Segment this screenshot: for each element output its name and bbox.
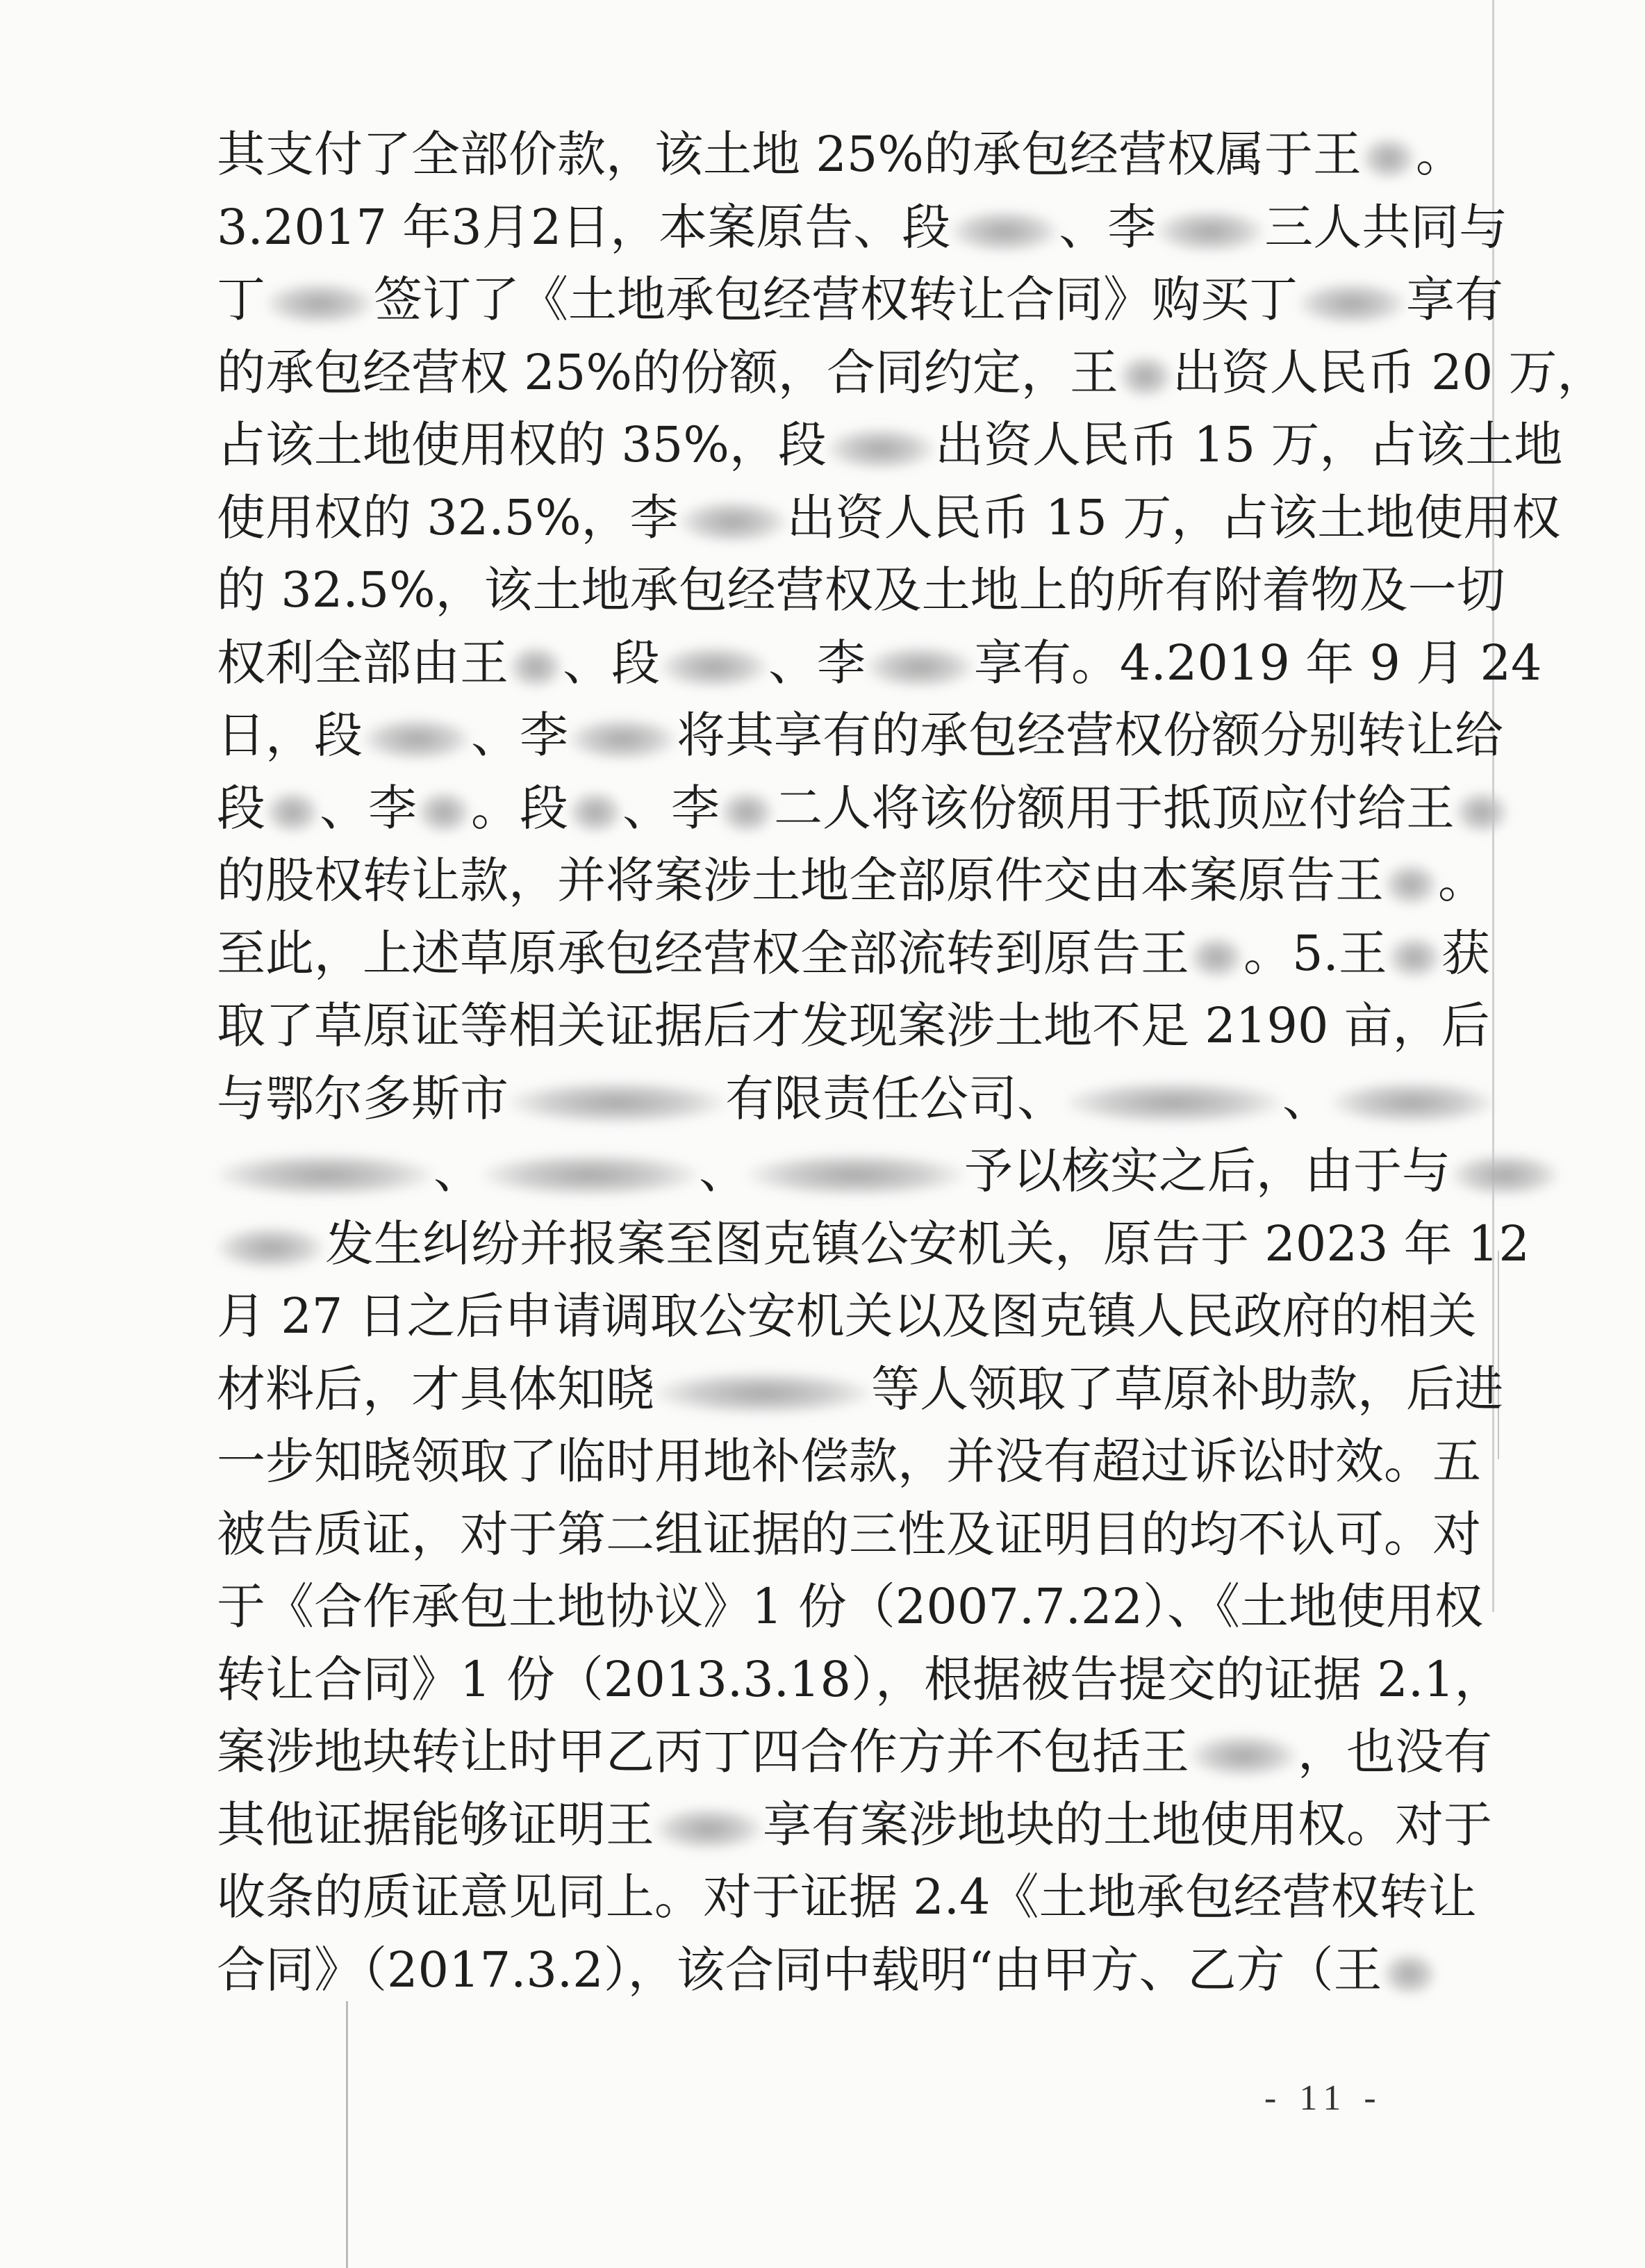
redacted-name <box>1189 1734 1298 1777</box>
redacted-name <box>1298 282 1406 325</box>
text-segment: 二人将该份额用于抵顶应付给王 <box>774 779 1455 837</box>
text-segment: 等人领取了草原补助款，后进 <box>871 1360 1503 1418</box>
text-line <box>217 336 1606 409</box>
text-segment: 段 <box>217 779 265 837</box>
text-line <box>217 554 1505 627</box>
text-segment: 取了草原证等相关证据后才发现案涉土地不足 2190 亩，后 <box>217 997 1490 1054</box>
text-line <box>217 917 1490 990</box>
text-segment: 、 <box>433 1142 482 1199</box>
text-segment: 转让合同》1 份（2013.3.18），根据被告提交的证据 2.1， <box>217 1650 1503 1708</box>
text-segment: 出资人民币 20 万， <box>1172 343 1606 401</box>
redacted-name <box>1066 1081 1282 1124</box>
text-line <box>217 1570 1484 1643</box>
text-segment: 日，段 <box>217 707 363 764</box>
redacted-name <box>654 1807 763 1850</box>
text-segment: 占该土地使用权的 35%，段 <box>217 416 827 473</box>
text-line <box>217 1934 1382 2007</box>
text-line <box>217 482 1561 554</box>
text-line <box>217 1208 1530 1281</box>
text-segment: 出资人民币 15 万，占该土地使用权 <box>786 488 1561 546</box>
text-segment: 三人共同与 <box>1264 198 1508 256</box>
text-line <box>217 1498 1481 1571</box>
text-line <box>217 263 1503 336</box>
text-segment: 被告质证，对于第二组证据的三性及证明目的均不认可。对 <box>217 1505 1481 1563</box>
text-segment: 、 <box>699 1142 747 1199</box>
text-segment: 享有 <box>1406 271 1503 328</box>
redacted-name <box>1331 1081 1494 1124</box>
text-segment: 月 27 日之后申请调取公安机关以及图克镇人民政府的相关 <box>217 1288 1477 1345</box>
text-segment: 至此，上述草原承包经营权全部流转到原告王 <box>217 924 1189 982</box>
text-segment: 其支付了全部价款，该土地 25%的承包经营权属于王 <box>217 126 1362 183</box>
text-line <box>217 989 1490 1062</box>
text-segment: 、李 <box>320 779 417 837</box>
redacted-name <box>417 791 471 834</box>
text-line <box>217 1280 1477 1353</box>
redacted-name <box>1118 355 1173 398</box>
redacted-name <box>1387 936 1441 979</box>
redacted-name <box>660 646 768 689</box>
body-text <box>217 118 1606 2006</box>
text-line <box>217 1716 1492 1789</box>
text-line <box>217 1861 1477 1934</box>
text-line <box>217 1643 1503 1716</box>
redacted-name <box>720 791 774 834</box>
text-line <box>217 409 1563 482</box>
scan-edge-mark <box>346 2001 348 2268</box>
redacted-name <box>679 500 787 543</box>
scan-edge-mark <box>1498 1251 1499 1459</box>
text-segment: 。 <box>1415 126 1464 183</box>
redacted-name <box>1384 863 1438 906</box>
redacted-name <box>827 427 935 470</box>
text-segment: 、李 <box>471 707 568 764</box>
text-segment: 出资人民币 15 万，占该土地 <box>934 416 1563 473</box>
text-segment: 予以核实之后，由于与 <box>964 1142 1450 1199</box>
redacted-name <box>363 718 471 761</box>
redacted-name <box>509 1081 725 1124</box>
redacted-name <box>1362 137 1416 180</box>
redacted-name <box>747 1153 964 1197</box>
redacted-name <box>265 282 374 325</box>
redacted-name <box>568 791 622 834</box>
text-line <box>217 1789 1492 1862</box>
text-segment: 将其享有的承包经营权份额分别转让给 <box>677 707 1503 764</box>
text-segment: 。 <box>1438 852 1487 909</box>
text-line <box>217 191 1508 264</box>
text-segment: 的 32.5%，该土地承包经营权及土地上的所有附着物及一切 <box>217 561 1505 618</box>
redacted-name <box>1189 936 1243 979</box>
redacted-name <box>866 646 974 689</box>
text-line <box>217 1062 1359 1135</box>
text-line <box>217 118 1464 191</box>
text-segment: 于《合作承包土地协议》1 份（2007.7.22）、《土地使用权 <box>217 1578 1484 1635</box>
text-segment: 。段 <box>471 779 568 837</box>
text-segment: 丁 <box>217 271 265 328</box>
text-line <box>217 772 1455 845</box>
text-segment: 案涉地块转让时甲乙丙丁四合作方并不包括王 <box>217 1723 1189 1780</box>
redacted-name <box>217 1153 433 1197</box>
text-segment: 3.2017 年3月2日，本案原告、段 <box>217 198 951 256</box>
text-segment: 发生纠纷并报案至图克镇公安机关，原告于 2023 年 12 <box>325 1215 1530 1272</box>
text-segment: 、李 <box>1059 198 1157 256</box>
redacted-name <box>950 210 1059 253</box>
text-segment: 获 <box>1441 924 1490 982</box>
text-segment: 。5.王 <box>1243 924 1387 982</box>
text-segment: 的股权转让款，并将案涉土地全部原件交由本案原告王 <box>217 852 1384 909</box>
redacted-name <box>568 718 677 761</box>
text-line <box>217 627 1542 700</box>
text-segment: 、李 <box>768 634 866 691</box>
redacted-name <box>1382 1953 1437 1996</box>
page-number: - 11 - <box>1264 2078 1383 2118</box>
text-segment: 的承包经营权 25%的份额，合同约定，王 <box>217 343 1118 401</box>
text-segment: 合同》（2017.3.2），该合同中载明“由甲方、乙方（王 <box>217 1941 1382 1998</box>
text-segment: ，也没有 <box>1298 1723 1492 1780</box>
redacted-name <box>265 791 320 834</box>
text-segment: 、 <box>1282 1069 1331 1127</box>
text-line <box>217 1353 1503 1426</box>
text-line <box>217 1135 1450 1208</box>
text-segment: 材料后，才具体知晓 <box>217 1360 654 1418</box>
redacted-name <box>1455 791 1509 834</box>
text-segment: 权利全部由王 <box>217 634 509 691</box>
text-line <box>217 844 1487 917</box>
redacted-name <box>509 646 563 689</box>
redacted-name <box>482 1153 699 1197</box>
text-segment: 与鄂尔多斯市 <box>217 1069 509 1127</box>
text-segment: 收条的质证意见同上。对于证据 2.4《土地承包经营权转让 <box>217 1868 1477 1925</box>
text-line <box>217 1425 1481 1498</box>
text-segment: 、段 <box>563 634 660 691</box>
redacted-name <box>217 1226 325 1269</box>
redacted-name <box>1156 210 1264 253</box>
text-segment: 享有案涉地块的土地使用权。对于 <box>763 1796 1492 1853</box>
text-segment: 一步知晓领取了临时用地补偿款，并没有超过诉讼时效。五 <box>217 1433 1481 1490</box>
text-line <box>217 699 1503 772</box>
text-segment: 使用权的 32.5%，李 <box>217 488 679 546</box>
text-segment: 享有。4.2019 年 9 月 24 <box>974 634 1542 691</box>
redacted-name <box>1450 1153 1559 1197</box>
text-segment: 有限责任公司、 <box>725 1069 1066 1127</box>
text-segment: 、李 <box>622 779 720 837</box>
text-segment: 其他证据能够证明王 <box>217 1796 654 1853</box>
redacted-name <box>654 1372 871 1415</box>
text-segment: 签订了《土地承包经营权转让合同》购买丁 <box>374 271 1298 328</box>
